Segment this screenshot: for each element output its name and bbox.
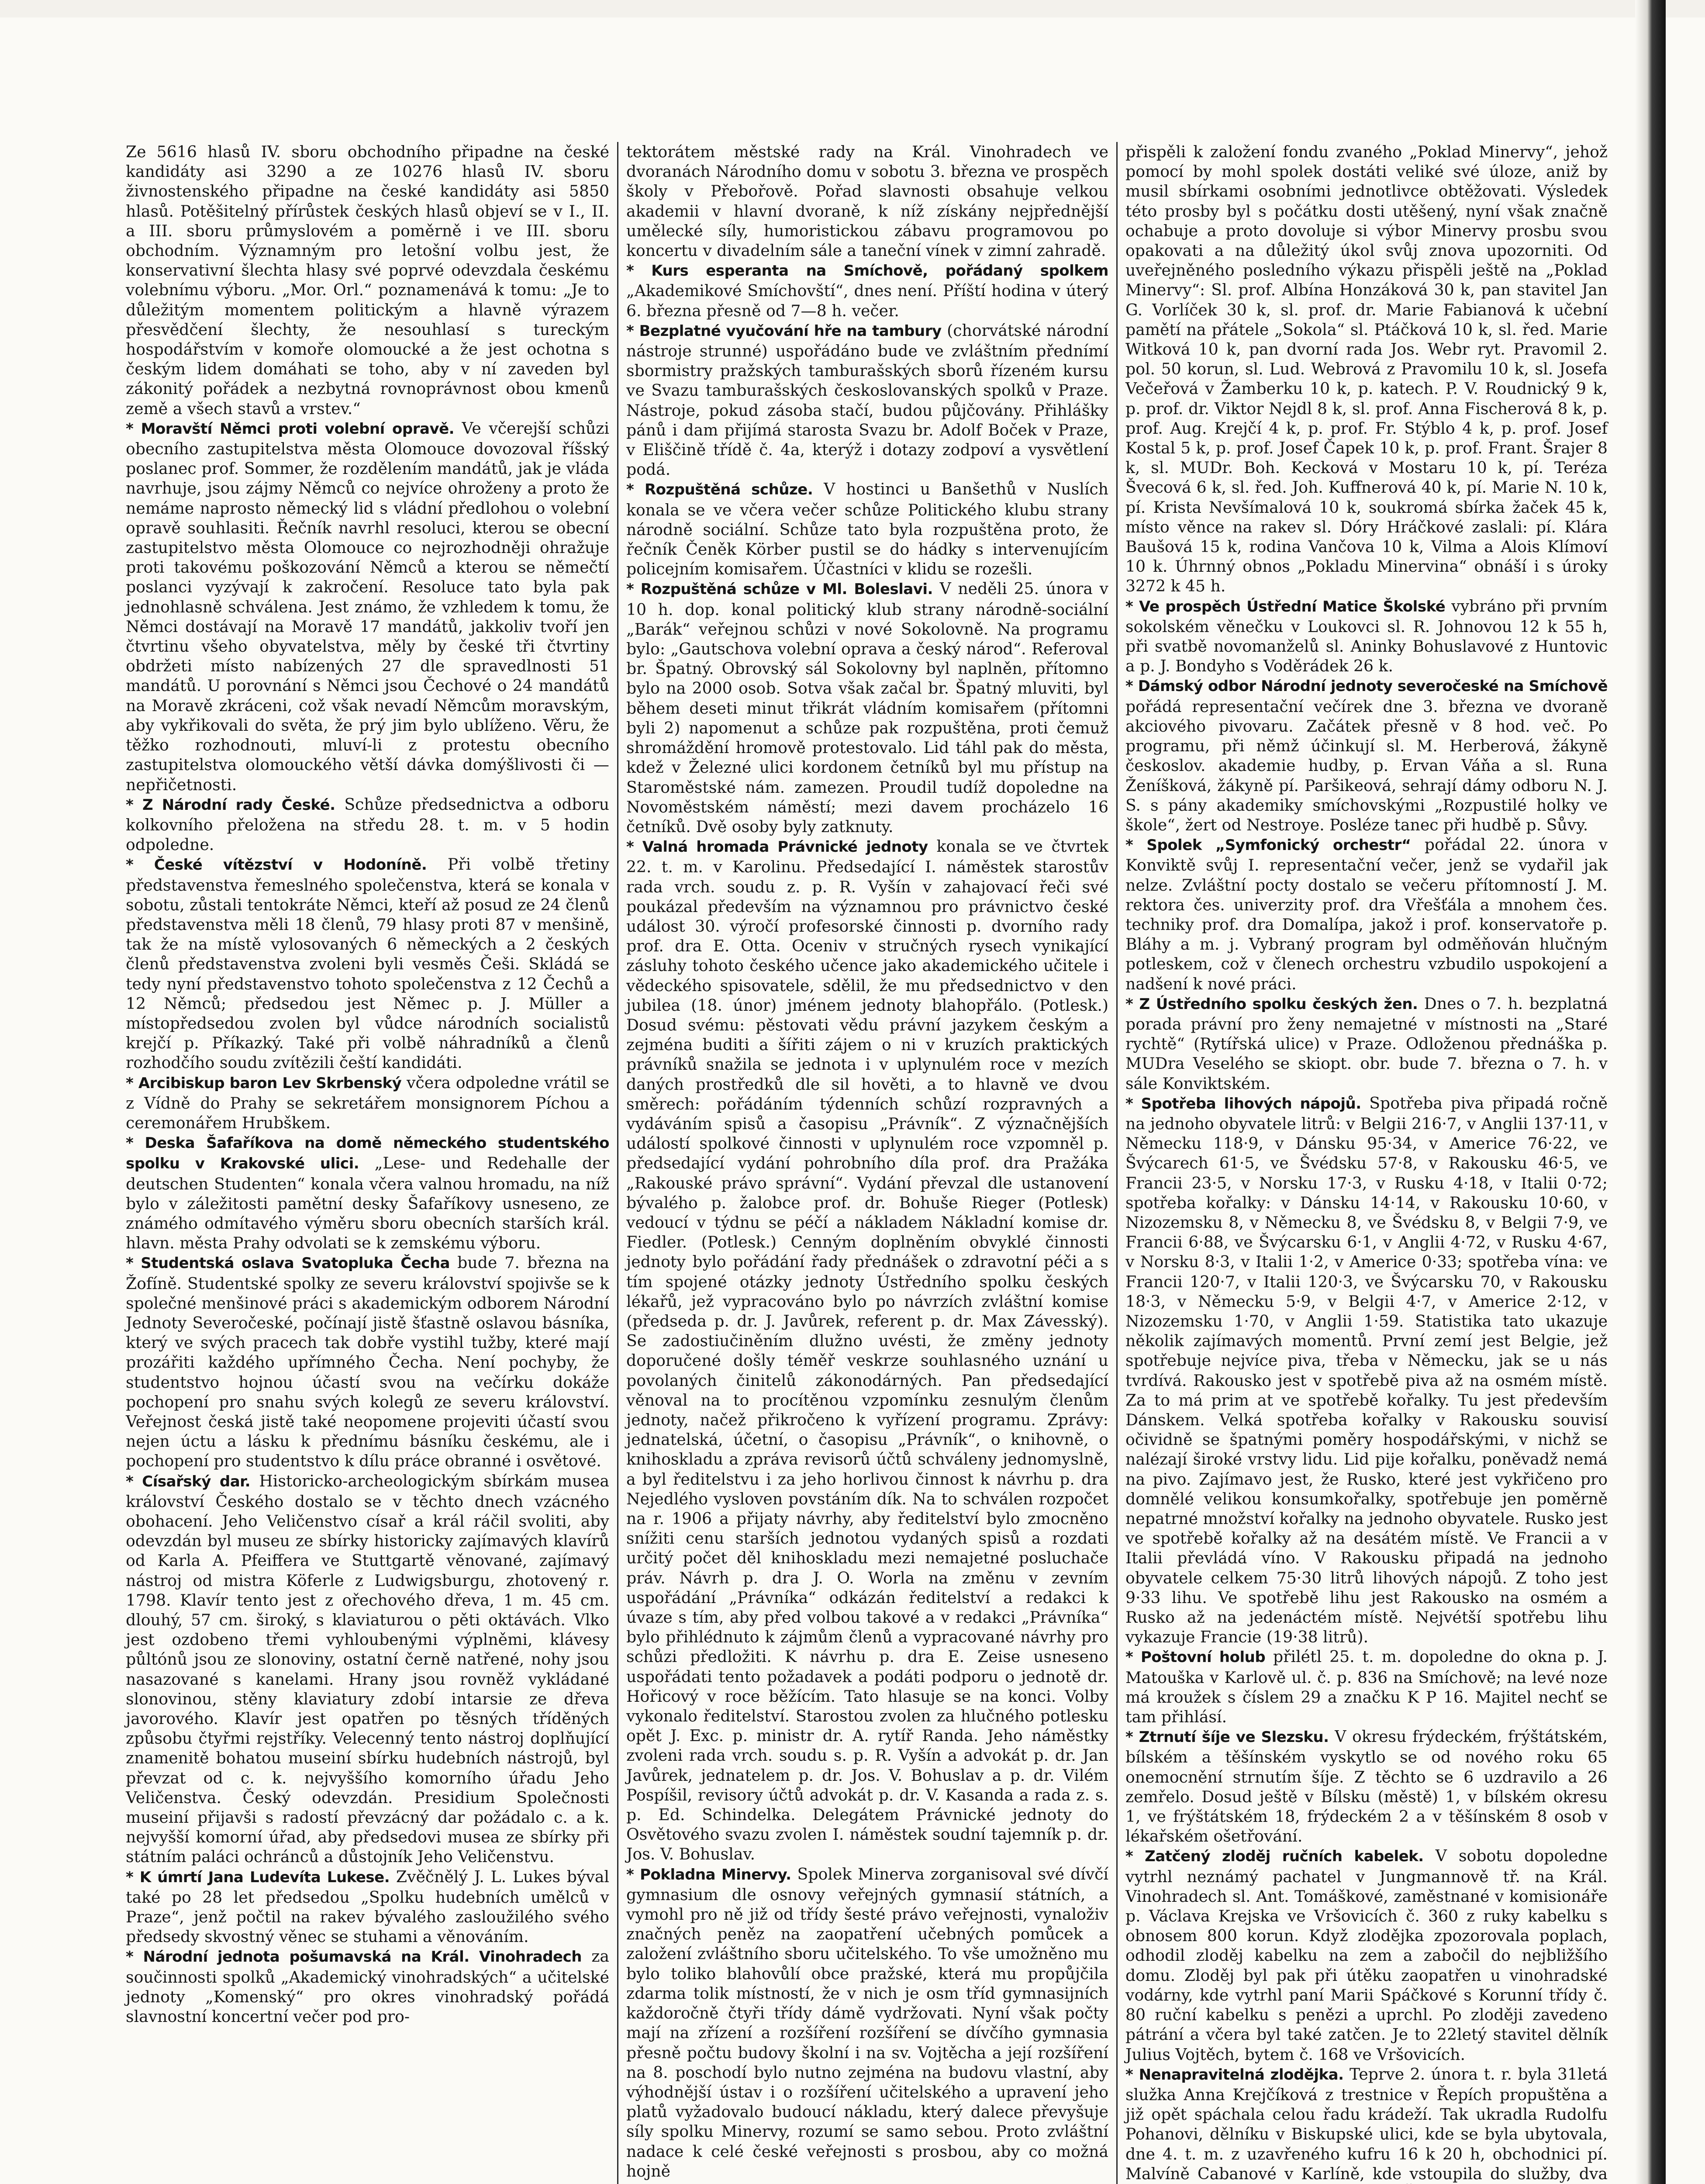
article-headline: * Národní jednota pošumavská na Král. Vinohradech xyxy=(126,1948,582,1966)
article-body-text: V neděli 25. února v 10 h. dop. konal politický klub strany národně-sociální „Barák“ veřejnou schůzi v nové Sokolovně. Na programu bylo: „Gautschova volební oprava a český národ“. Referoval br. Špatný. Obrovský sál Sokolovny byl naplněn, přítomno bylo na 2000 osob. Sotva však začal br. Špatný mluviti, byl během deseti minut třikrát vládním komisařem (přítomni byli 2) napomenut a schůze pak rozpuštěna, proti čemuž shromáždění hromově protestovalo. Lid táhl pak do města, kdež v Železné ulici kordonem četníků byl mu přístup na Staroměstské nám. zamezen. Proudil tudíž dopoledne na Novoměstském náměstí; mezi davem procházelo 16 četníků. Dvě osoby byly zatknuty. xyxy=(626,579,1108,836)
article-body-text: Schůze předsednictva a odboru kolkovního přeložena na středu 28. t. m. v 5 hodin odpoledne. xyxy=(126,795,610,854)
column-1 xyxy=(118,142,617,2184)
article-paragraph xyxy=(126,1253,609,1471)
article-body-text: pořádá representační večírek dne 3. března ve dvoraně akciového pivovaru. Začátek přesně v 8 hod. več. Po programu, při němž účinkují sl. M. Herberová, žákyně českoslov. akademie hudby, p. Ervan Váňa a sl. Runa Ženíšková, žákyně pí. Paršikeová, sehrají dámy odboru N. J. S. s pány akademiky smíchovskými „Rozpustilé holky ve škole“, žert od Nestroye. Posléze tanec při hudbě p. Sůvy. xyxy=(1125,697,1608,834)
article-headline: * Pokladna Minervy. xyxy=(626,1866,791,1883)
column-2 xyxy=(617,142,1116,2184)
article-headline: * Ve prospěch Ústřední Matice Školské xyxy=(1125,598,1446,615)
article-paragraph xyxy=(1125,1093,1608,1647)
article-body-text: „Lese- und Redehalle der deutschen Studenten“ konala včera valnou hromadu, na níž bylo v záležitosti pamětní desky Šafaříkovy usneseno, ze známého odmítavého výměru sboru obecních starších král. hlavn. města Prahy odvolati se k zemskému výboru. xyxy=(126,1154,609,1253)
article-paragraph xyxy=(126,142,609,418)
article-headline: * Zatčený zloděj ručních kabelek. xyxy=(1125,1848,1424,1866)
article-paragraph xyxy=(626,479,1108,579)
article-paragraph xyxy=(1125,994,1608,1093)
article-body-text: Zvěčnělý J. L. Lukes býval také po 28 let předsedou „Spolku hudebních umělců v Praze“, jenž počtil na rakev bývalého zasloužilého svého předsedy skvostný věnec se stuhami a věnováním. xyxy=(126,1867,609,1946)
page-top-edge xyxy=(0,0,1705,17)
article-headline: * Ztrnutí šíje ve Slezsku. xyxy=(1125,1728,1329,1746)
scan-binding-edge xyxy=(1635,0,1666,2184)
article-paragraph xyxy=(1125,835,1608,994)
article-body-text: tektorátem městské rady na Král. Vinohradech ve dvoranách Národního domu v sobotu 3. března ve prospěch školy v Přebořově. Pořad slavnosti obsahuje velkou akademii v hlavní dvoraně, k níž získány nejpřednější umělecké síly, humoristickou zábavu programovou po koncertu v divadelním sále a taneční vínek v zimní zahradě. xyxy=(626,142,1108,260)
article-paragraph xyxy=(626,1864,1108,2181)
newspaper-columns xyxy=(118,142,1616,2184)
article-body-text: V okresu frýdeckém, frýštátském, bílském a těšínském vyskytlo se od nového roku 65 onemocnění strnutím šíje. Z těchto se 6 uzdravilo a 26 zemřelo. Dosud ještě v Bílsku (městě) 1, v bílském okresu 1, ve frýštátském 18, frýdeckém 2 a v těšínském 8 osob v lékařském ošetřování. xyxy=(1125,1727,1608,1846)
article-body-text: V hostinci u Banšethů v Nuslích konala se ve včera večer schůze Politického klubu strany národně sociální. Schůze tato byla rozpuštěna proto, že řečník Čeněk Körber pustil se do hádky s intervenujícím policejním komisařem. Účastníci v klidu se rozešli. xyxy=(626,480,1108,579)
article-paragraph xyxy=(126,795,609,855)
article-body-text: Dnes o 7. h. bezplatná porada právní pro ženy nemajetné v místnosti na „Staré rychtě“ (Rytířská ulice) v Praze. Odloženou přednáška p. MUDra Veselého se skiopt. obr. bude 7. března o 7. h. v sále Konviktském. xyxy=(1125,994,1608,1093)
article-body-text: konala se ve čtvrtek 22. t. m. v Karolinu. Předsedající I. náměstek starostův rada vrch. soudu z. p. R. Vyšín v zahajovací řeči své poukázal především na významnou pro právnictvo české událost 30. výročí profesorské činnosti p. dvorního rady prof. dra E. Otta. Oceniv v stručných rysech vynikající zásluhy tohoto českého učence jako akademického učitele i vědeckého spisovatele, sdělil, že mu předsednictvo v den jubilea (18. únor) jménem jednoty blahopřálo. (Potlesk.) Dosud svému: pěstovati vědu právní jazykem českým a zejména buditi a šířiti zájem o ni v kruzích praktických právníků snažila se jednota i v uplynulém roce v mezích daných prostředků dle sil hověti, a to hlavně ve dvou směrech: pořádáním týdenních schůzí rozpravných a vydáváním spisů a časopisu „Právník“. Z význačnějších událostí spolkové činnosti v uplynulém roce vzpomněl p. předsedající vydání pohrobního díla prof. dra Pražáka „Rakouské právo správní“. Vydání převzal dle ustanovení bývalého p. žalobce prof. dr. Bohuše Rieger (Potlesk) vedoucí v týdnu se péčí a nákladem Nákladní komise dr. Fiedler. (Potlesk.) Cenným doplněním obvyklé činnosti jednoty bylo pořádání řady přednášek o zdravotní péči a s tím spojené otázky jednoty Ústředního spolku českých lékařů, jež vypracováno bylo po návrzích zvláštní komise (předseda p. dr. J. Javůrek, referent p. dr. Max Závesský). Se zadostiučiněním dlužno uvésti, že změny jednoty doporučené došly téměř veskrze souhlasného uznání u povolaných činitelů zákonodárných. Pan předsedající věnoval na to procítěnou vzpomínku zesnulým členům jednoty, načež přikročeno k vyřízení programu. Zprávy: jednatelská, účetní, o časopisu „Právník“, o knihovně, o knihoskladu a zpráva revisorů účtů schváleny jednomyslně, a byl ředitelstvu i za jeho horlivou činnost k návrhu p. dra Nejedlého vysloven povstáním dík. Na to schválen rozpočet na r. 1906 a přijaty návrhy, aby ředitelství bylo zmocněno snížiti cenu starších jednotou vydaných spisů a rozdati určitý počet děl knihoskladu mezi nemajetné posluchače práv. Návrh p. dra J. O. Worla na změnu v zevním uspořádání „Právníka“ odkázán ředitelství a redakci k úvaze s tím, aby před volbou takové a v redakci „Právníka“ bylo přihlédnuto k zájmům členů a vypracované návrhy pro schůzi předložiti. K návrhu p. dra E. Zeise usneseno uspořádati tento požadavek a podáti podporu o jednotě dr. Hořicový v roce běžícím. Tato hlasuje se na konci. Volby vykonalo ředitelství. Starostou zvolen za hlučného potlesku opět J. Exc. p. ministr dr. A. rytíř Randa. Jeho náměstky zvoleni rada vrch. soudu s. p. R. Vyšín a advokát p. dr. Jan Javůrek, jednatelem p. dr. Jos. V. Bohuslav a p. dr. Vilém Pospíšil, revisory účtů advokát p. dr. V. Kasanda a rada z. s. p. Ed. Schindelka. Delegátem Právnické jednoty do Osvětového svazu zvolen I. náměstek soudní tajemník p. dr. Jos. V. Bohuslav. xyxy=(626,837,1108,1864)
article-body-text: Spotřeba piva připadá ročně na jednoho obyvatele litrů: v Belgii 216·7, v Anglii 137·11, v Německu 118·9, v Dánsku 95·34, v Americe 76·22, ve Švýcarech 61·5, ve Švédsku 57·8, v Rakousku 46·5, ve Francii 23·5, v Norsku 17·3, v Rusku 4·18, v Italii 0·72; spotřeba kořalky: v Dánsku 14·14, v Rakousku 10·60, v Nizozemsku 8, v Německu 8, ve Švédsku 8, v Belgii 7·9, ve Francii 6·88, ve Švýcarsku 6·1, v Anglii 4·72, v Rusku 4·67, v Norsku 8·3, v Italii 1·2, v Americe 0·33; spotřeba vína: ve Francii 120·7, v Italii 120·3, ve Švýcarsku 70, v Rakousku 18·3, v Německu 5·9, v Belgii 4·7, v Americe 2·12, v Nizozemsku 1·70, v Anglii 1·59. Statistika tato ukazuje několik zajímavých momentů. První zemí jest Belgie, jež spotřebuje nejvíce piva, třeba v Německu, jak se u nás tvrdívá. Rakousko jest v spotřebě piva až na osmém místě. Za to má prim at ve spotřebě kořalky. Tu jest především Dánskem. Velká spotřeba kořalky v Rakousku souvisí očividně se špatnými poměry hospodářskými, v nichž se nalézají široké vrstvy lidu. Lid pije kořalku, poněvadž nemá na pivo. Zajímavo jest, že Rusko, které jest vykřičeno pro domnělé velikou konsumkořalky, spotřebuje jen poměrně nepatrné množství kořalky na jednoho obyvatele. Rusko jest ve spotřebě kořalky až na desátém místě. Ve Francii a v Italii převládá víno. V Rakousku připadá na jednoho obyvatele celkem 75·30 litrů lihových nápojů. Z toho jest 9·33 lihu. Ve spotřebě lihu jest Rakousko na osmém a Rusko až na jedenáctém místě. Nejvétší spotřebu lihu vykazuje Francie (19·38 litrů). xyxy=(1125,1093,1608,1647)
article-paragraph xyxy=(1125,142,1608,596)
article-headline: * Valná hromada Právnické jednoty xyxy=(626,838,928,856)
article-headline: * Poštovní holub xyxy=(1125,1648,1266,1666)
article-paragraph xyxy=(1125,676,1608,835)
article-headline: * Z Ústředního spolku českých žen. xyxy=(1125,995,1418,1013)
article-body-text: Historicko-archeologickým sbírkám musea království Českého dostalo se v těchto dnech vzácného obohacení. Jeho Veličenstvo císař a král ráčil svoliti, aby odevzdán byl museu ze sbírky historicky zajímavých klavírů od Karla A. Pfeiffera ve Stuttgartě věnované, zajímavý nástroj od mistra Köferle z Ludwigsburgu, zhotovený r. 1798. Klavír tento jest z ořechového dřeva, 1 m. 45 cm. dlouhý, 57 cm. široký, s klaviaturou o pěti oktávách. Vlko jest ozdobeno třemi vyhloubenými výplněmi, klávesy půltónů jsou ze slonoviny, ostatní černě natřené, nohy jsou nasazované s kanelami. Hrany jsou rovněž vykládané slonovinou, stěny klaviatury zdobí intarsie ze dřeva javorového. Klavír jest opatřen po těsných tříděných způsobu čtyřmi rejstříky. Velecenný tento nástroj doplňující znamenitě bohatou museiní sbírku hudebních nástrojů, byl převzat od c. k. nejvyššího komorního úřadu Jeho Veličenstva. Český odevzdán. Presidium Společnosti museiní přijavši s radostí převzácný dar požádalo c. a k. nejvyšší komorní úřad, aby předsedovi musea ze sbírky při státním paláci ochránců a důstojník Jeho Veličenstvu. xyxy=(126,1471,609,1866)
article-paragraph xyxy=(126,1073,609,1133)
article-body-text: (chorvátské národní nástroje strunné) uspořádáno bude ve zvláštním přednímí sbormistry pražských tamburašských sborů řízeném kursu ve Svazu tamburašských českoslovanských spolků v Praze. Nástroje, pokud zásoba stačí, budou půjčovány. Přihlášky pánů i dam přijímá starosta Svazu br. Adolf Boček v Praze, v Eliščině třídě č. 4a, kterýž i dotazy zodpoví a vysvětlení podá. xyxy=(626,321,1108,479)
article-body-text: přispěli k založení fondu zvaného „Poklad Minervy“, jehož pomocí by mohl spolek dostáti veliké své úloze, aniž by musil sbírkami osobními jednotlivce obtěžovati. Výsledek této prosby byl s počátku dosti utěšený, nyní však značně ochabuje a proto dovoluje si výbor Minervy prosbu svou opakovati a na důležitý úkol svůj znova upozorniti. Od uveřejněného posledního výkazu přispěli ještě na „Poklad Minervy“: Sl. prof. Albína Honzáková 30 k, pan stavitel Jan G. Vorlíček 30 k, sl. prof. dr. Marie Fabianová k učební pamětí na přátele „Sokola“ sl. Ptáčková 10 k, sl. řed. Marie Witková 10 k, pan dvorní rada Jos. Webr ryt. Pravomil 2. pol. 50 korun, sl. Lud. Webrová z Pravomilu 10 k, sl. Josefa Večeřová v Žamberku 10 k, p. katech. P. V. Roudnický 9 k, p. prof. dr. Viktor Nejdl 8 k, sl. prof. Anna Fischerová 8 k, p. prof. Aug. Krejčí 4 k, p. prof. Fr. Stýblo 4 k, p. prof. Josef Kostal 5 k, p. prof. Josef Čapek 10 k, p. prof. Frant. Šrajer 8 k, sl. MUDr. Boh. Kecková v Mostaru 10 k, pí. Teréza Švecová 6 k, sl. řed. Joh. Kuffnerová 40 k, pí. Marie N. 10 k, pí. Krista Nevšímalová 10 k, soukromá sbírka žaček 45 k, místo věnce na rakev sl. Dóry Hráčkové zaslali: pí. Klára Baušová 15 k, rodina Vančova 10 k, Vilma a Alois Klímoví 10 k. Úhrnný obnos „Pokladu Minervina“ obnáší i s úroky 3272 k 45 h. xyxy=(1125,142,1608,596)
article-headline: * Z Národní rady České. xyxy=(126,796,335,814)
article-headline: * Bezplatné vyučování hře na tambury xyxy=(626,322,942,340)
article-paragraph xyxy=(126,1133,609,1253)
article-body-text: „Akademikové Smíchovští“, dnes není. Příští hodina v úterý 6. března přesně od 7—8 h. večer. xyxy=(626,281,1108,320)
article-headline: * Nenapravitelná zlodějka. xyxy=(1125,2066,1344,2084)
article-body-text: vybráno při prvním sokolském věnečku v Loukovci sl. R. Johnovou 12 k 55 h, při svatbě novomanželů sl. Aninky Bohuslavové z Huntovic a p. J. Bondyho s Voděrádek 26 k. xyxy=(1125,596,1608,676)
article-headline: * Dámský odbor Národní jednoty severočeské na Smíchově xyxy=(1125,677,1608,695)
article-headline: * K úmrtí Jana Ludevíta Lukese. xyxy=(126,1868,390,1886)
article-headline: * Císařský dar. xyxy=(126,1472,251,1490)
article-body-text: Spolek Minerva zorganisoval své dívčí gymnasium dle osnovy veřejných gymnasií státních, a vymohl pro ně již od třídy šesté právo veřejnosti, vynaloživ značných peněz na zaopatření učebných pomůcek a založení zvláštního sboru učitelského. To vše umožněno mu bylo toliko blahovůlí obce pražské, která mu propůjčila zdarma tolik místností, že v nich je osm tříd gymnasijních každoročně čtyři třídy dámě vydržovati. Nyní však počty mají na zřízení a rozšíření rozšíření se dívčího gymnasia přesně počtu budovy školní i na sv. Vojtěcha a její rozšíření na 8. poschodí bylo nutno zejména na budovu vlastní, aby výhodnější ústav i o rozšíření učitelského a upravení jeho platů vyžadovalo budoucí nákladu, který dalece převyšuje síly spolku Minervy, rozumí se samo sebou. Proto zvláštní nadace k celé české veřejnosti s prosbou, aby co možná hojně xyxy=(626,1864,1108,2181)
article-paragraph xyxy=(1125,1647,1608,1727)
article-body-text: za součinnosti spolků „Akademický vinohradských“ a učitelské jednoty „Komenský“ pro okres vinohradský pořádá slavnostní koncertní večer pod pro- xyxy=(126,1947,609,2026)
article-paragraph xyxy=(626,142,1108,260)
article-body-text: Teprve 2. února t. r. byla 31letá služka Anna Krejčíková z trestnice v Řepích propuštěna a již opět spáchala celou řadu krádeží. Tak ukradla Rudolfu Pohanovi, dělníku v Biskupské ulici, kde se byla ubytovala, dne 4. t. m. z uzavřeného kufru 16 k 20 h, obchodnici pí. Malvíně Cabanové v Karlíně, kde vstoupila do služby, dva xyxy=(1125,2064,1608,2183)
article-paragraph xyxy=(126,418,609,795)
article-headline: * Deska Šafaříkova na domě německého studentského spolku v Krakovské ulici. xyxy=(126,1134,609,1173)
article-body-text: Ze 5616 hlasů IV. sboru obchodního připadne na české kandidáty asi 3290 a ze 10276 hlasů IV. sboru živnostenského připadne na české kandidáty asi 5850 hlasů. Potěšitelný přírůstek českých hlasů objeví se v I., II. a III. sboru průmyslovém a poměrně i ve III. sboru obchodním. Významným pro letošní volbu jest, že konservativní šlechta hlasy své poprvé odevzdala českému volebnímu výboru. „Mor. Orl.“ poznamenává k tomu: „Je to důležitým momentem politickým a hlavně výrazem přesvědčení šlechty, že nesouhlasí s tureckým hospodářstvím v komoře olomoucké a že jest ochotna s českým lidem domáhati se toho, aby v ní zaveden byl zákonitý pořádek a nezbytná rovnoprávnost obou kmenů země a všech stavů a vrstev.“ xyxy=(126,142,609,418)
article-paragraph xyxy=(626,321,1108,480)
article-body-text: Při volbě třetiny představenstva řemeslného společenstva, která se konala v sobotu, zůstali tentokráte Němci, kteří až posud ze 24 členů představenstva měli 18 členů, 79 hlasy proti 87 v menšině, tak že na místě vylosovaných 6 německých a 2 českých členů představenstva zvoleni byli vesměs Češi. Skládá se tedy nyní představenstvo tohoto společenstva z 12 Čechů a 12 Němců; předsedou jest Němec p. J. Müller a místopředsedou zvolen byl vůdce národních socialistů krejčí p. Příkazký. Také při volbě náhradníků a členů rozhodčího soudu zvítězili čeští kandidáti. xyxy=(126,855,609,1072)
article-headline: * Moravští Němci proti volební opravě. xyxy=(126,420,455,438)
article-body-text: V sobotu dopoledne vytrhl neznámý pachatel v Jungmannově tř. na Král. Vinohradech sl. Ant. Tomáškové, zaměstnané v komisionáře p. Václava Krejska ve Vršovicích č. 360 z ruky kabelku s obnosem 800 korun. Když zlodějka zpozorovala poplach, odhodil zloděj kabelku na zem a zabočil do nejbližšího domu. Zloděj byl pak při útěku zaopatřen u vinohradské vodárny, kde vytrhl paní Marii Spáčkové s Korunní třídy č. 80 ruční kabelku s penězi a uprchl. Po zloději zavedeno pátrání a včera byl také zatčen. Je to 22letý stavitel dělník Julius Vojtěch, bytem č. 168 ve Vršovicích. xyxy=(1125,1846,1608,2064)
article-paragraph xyxy=(126,1867,609,1947)
article-body-text: Ve včerejší schůzi obecního zastupitelstva města Olomouce dovozoval říšský poslanec prof. Sommer, že rozdělením mandátů, jak je vláda navrhuje, jsou zájmy Němců co nejvíce ohroženy a proto že nemáme naprosto německý lid s vládní předlohou o volební opravě souhlasiti. Řečník navrhl resoluci, kterou se obecní zastupitelstvo města Olomouce co nejrozhodněji ohražuje proti takovému poškozování Němců a kterou se němečtí poslanci vyzývají k zakročení. Resoluce tato byla pak jednohlasně schválena. Jest známo, že vzhledem k tomu, že Němci dostávají na Moravě 17 mandátů, jakkoliv tvoří jen čtvrtinu všeho obyvatelstva, měly by české tři čtvrtiny obdržeti místo nabízených 27 dle spravedlnosti 51 mandátů. U porovnání s Němci jsou Čechové o 24 mandátů na Moravě zkráceni, což však nevadí Němcům moravským, aby vykřikovali do světa, že prý jim bylo ublíženo. Věru, že těžko rozhodnouti, mluví-li z protestu obecního zastupitelstva olomouckého větší dávka domýšlivosti či — nepřičetnosti. xyxy=(126,418,610,794)
article-headline: * Rozpuštěná schůze v Ml. Boleslavi. xyxy=(626,581,933,598)
article-paragraph xyxy=(626,579,1108,836)
article-headline: * Kurs esperanta na Smíchově, pořádaný spolkem xyxy=(626,262,1108,280)
article-paragraph xyxy=(1125,2064,1608,2184)
article-paragraph xyxy=(1125,596,1608,676)
article-paragraph xyxy=(626,260,1108,321)
article-paragraph xyxy=(126,1946,609,2026)
article-paragraph xyxy=(1125,1727,1608,1846)
article-paragraph xyxy=(126,1471,609,1867)
column-3 xyxy=(1116,142,1615,2184)
article-headline: * Spotřeba lihových nápojů. xyxy=(1125,1095,1361,1113)
article-headline: * Studentská oslava Svatopluka Čecha xyxy=(126,1254,450,1272)
article-body-text: včera odpoledne vrátil se z Vídně do Prahy se sekretářem monsignorem Píchou a ceremonářem Hrubškem. xyxy=(126,1073,609,1132)
article-headline: * Rozpuštěná schůze. xyxy=(626,481,813,499)
article-paragraph xyxy=(126,854,609,1072)
article-paragraph xyxy=(626,836,1108,1864)
article-headline: * Arcibiskup baron Lev Skrbenský xyxy=(126,1074,402,1092)
article-headline: * České vítězství v Hodoníně. xyxy=(126,856,427,874)
article-body-text: pořádal 22. února v Konviktě svůj I. representační večer, jenž se vydařil jak nelze. Zvláštní pocty dostalo se večeru přítomností J. M. rektora čes. univerzity prof. dra Vřešťála a mnohem čes. techniky prof. dra Domalípa, jakož i prof. konservatoře p. Bláhy a m. j. Vybraný program byl odměňován hlučným potleskem, což v členech orchestru vzbudilo uspokojení a nadšení k nové práci. xyxy=(1125,835,1608,993)
article-body-text: bude 7. března na Žofíně. Studentské spolky ze severu království spojivše se k společné menšinové práci s akademickým odborem Národní Jednoty Severočeské, počínají jistě šťastně oslavou básníka, který ve svých pracech tak dobře vystihl tužby, které mají prozářiti každého upřímného Čecha. Není pochyby, že studentstvo hojnou účastí svou na večírku dokáže pochopení pro snahu svých kolegů ze severu království. Veřejnost česká jistě také neopomene projeviti účastí svou nejen úctu a lásku k přednímu básníku českému, ale i pochopení pro studentstvo k dílu práce obranné i osvětové. xyxy=(126,1253,609,1471)
article-body-text: přilétl 25. t. m. dopoledne do okna p. J. Matouška v Karlově ul. č. p. 836 na Smíchově; na levé noze má kroužek s číslem 29 a značku K P 16. Majitel nechť se tam přihlásí. xyxy=(1125,1647,1608,1727)
article-paragraph xyxy=(1125,1846,1608,2064)
article-headline: * Spolek „Symfonický orchestr“ xyxy=(1125,836,1411,854)
